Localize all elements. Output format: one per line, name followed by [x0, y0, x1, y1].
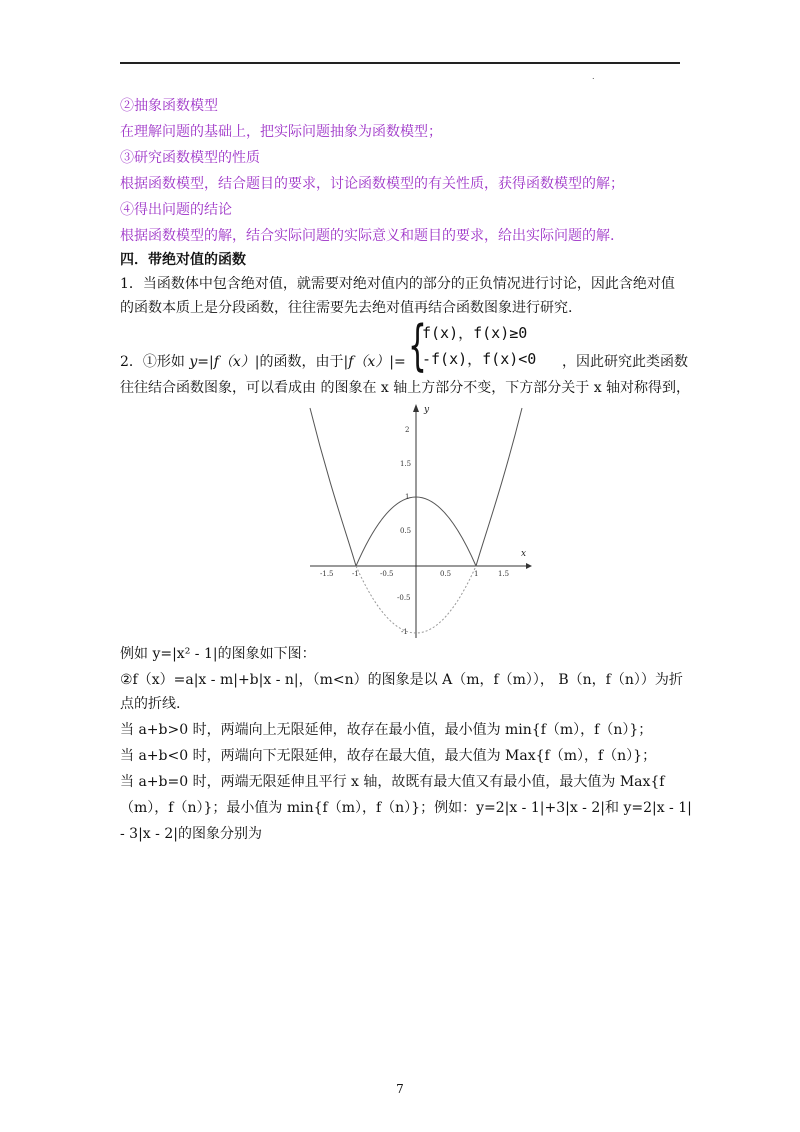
case3-line2: （m），f（n）}；最小值为 min{f（m），f（n）}；例如：y=2|x - 1|+3|x - 2|和 y=2|x - 1|: [120, 800, 692, 816]
header-dot: .: [592, 72, 595, 81]
case2: 当 a+b<0 时，两端向下无限延伸，故存在最大值，最大值为 Max{f（m），f（n）}；: [120, 748, 657, 764]
piece-row-1: f(x)，f(x)≥0: [422, 324, 528, 342]
x-tick-0.5: 0.5: [440, 570, 452, 578]
x-axis-arrow: [526, 563, 532, 569]
p2-mid: 的函数，由于: [259, 354, 344, 370]
x-axis-label: x: [521, 549, 527, 559]
x-tick-1.5: 1.5: [498, 570, 510, 578]
p2-line1: [120, 352, 406, 372]
item4-text: 根据函数模型的解，结合实际问题的实际意义和题目的要求，给出实际问题的解.: [120, 228, 615, 244]
page-number: 7: [396, 1082, 404, 1096]
y-tick-2: 2: [405, 426, 410, 434]
header-rule: [120, 62, 680, 64]
left-branch: [310, 408, 356, 566]
p2-line2: 往往结合函数图象，可以看成由 的图象在 x 轴上方部分不变，下方部分关于 x 轴对称得到，: [120, 380, 691, 396]
right-branch: [476, 408, 522, 566]
piece-row-2: -f(x)，f(x)<0: [422, 350, 537, 368]
item2-heading: ②抽象函数模型: [120, 98, 218, 114]
function-graph: [300, 398, 540, 638]
p3-line2: 点的折线.: [120, 696, 181, 712]
x-tick--1: -1: [352, 570, 359, 578]
y-axis-arrow: [413, 404, 419, 412]
item3-text: 根据函数模型，结合题目的要求，讨论函数模型的有关性质，获得函数模型的解；: [120, 176, 624, 192]
y-tick-0.5: 0.5: [400, 527, 412, 535]
p1-line2: 的函数本质上是分段函数，往往需要先去绝对值再结合函数图象进行研究.: [120, 300, 573, 316]
y-tick--1: -1: [401, 628, 408, 636]
p3-line1: ②f（x）=a|x - m|+b|x - n|，（m<n）的图象是以 A（m，f（m））， B（n，f（n））为折: [120, 672, 683, 688]
item3-heading: ③研究函数模型的性质: [120, 150, 260, 166]
p1-line1: 1．当函数体中包含绝对值，就需要对绝对值内的部分的正负情况进行讨论，因此含绝对值: [120, 276, 675, 292]
p2-prefix: 2．①形如: [120, 354, 190, 370]
case3-line3: - 3|x - 2|的图象分别为: [120, 826, 262, 842]
x-tick--1.5: -1.5: [320, 570, 334, 578]
y-axis-label: y: [424, 405, 430, 415]
p2-after: ，因此研究此类函数: [562, 354, 688, 370]
piecewise-formula: [408, 314, 578, 377]
graph-svg: [300, 398, 540, 638]
y-tick-1: 1: [405, 493, 410, 501]
section-heading: 四．带绝对值的函数: [120, 252, 246, 268]
piecewise-brace: {: [408, 314, 427, 377]
p2-abs: |f（x）|=: [343, 354, 406, 370]
case3-line1: 当 a+b=0 时，两端无限延伸且平行 x 轴，故既有最大值又有最小值，最大值为 Max{f: [120, 774, 665, 790]
item4-heading: ④得出问题的结论: [120, 202, 232, 218]
item2-text: 在理解问题的基础上，把实际问题抽象为函数模型；: [120, 124, 442, 140]
y-tick--0.5: -0.5: [397, 594, 411, 602]
case1: 当 a+b>0 时，两端向上无限延伸，故存在最小值，最小值为 min{f（m），f（n）}；: [120, 722, 653, 738]
p2-formula: y=|f（x）|: [189, 354, 260, 370]
y-tick-1.5: 1.5: [400, 460, 412, 468]
x-tick-1: 1: [474, 570, 479, 578]
example1: 例如 y=|x² - 1|的图象如下图：: [120, 646, 316, 662]
x-tick--0.5: -0.5: [380, 570, 394, 578]
